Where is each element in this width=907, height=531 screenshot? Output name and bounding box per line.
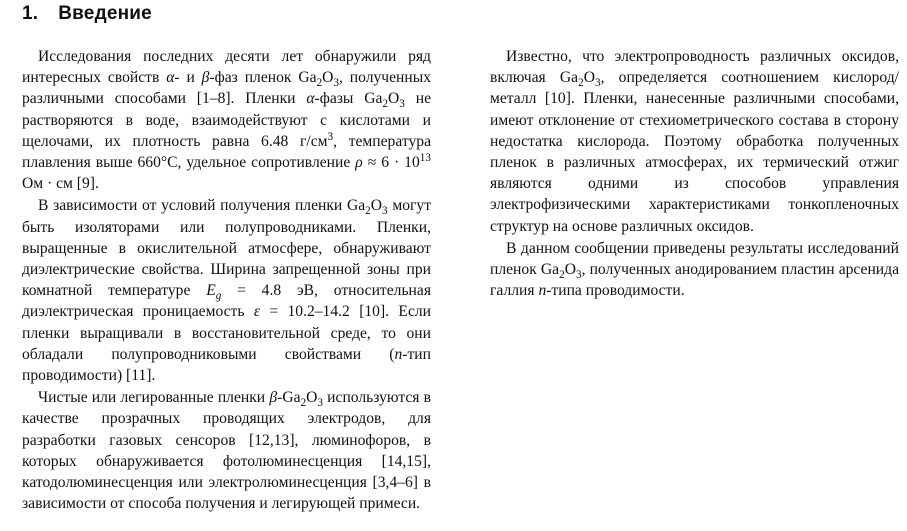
- left-column: [22, 46, 431, 514]
- section-heading: [22, 3, 152, 25]
- paragraph-5: В данном сообщении приведены результаты исследований пленок $Ga_2O_3$, полученных анодированием пластин арсенида галлия n-типа проводимости.: [490, 239, 899, 300]
- right-column: [490, 46, 899, 301]
- section-number: 1.: [22, 3, 39, 24]
- paragraph-4: Известно, что электропроводность различных оксидов, включая $Ga_2O_3$, определяется соотношением кислород/металл [10]. Пленки, нанесенные различными способами, имеют отклонение от стехиометрического состава в сторону недостатка кислорода. Поэтому обработка полученных пленок в различных атмосферах, их термический отжиг являются одними из способов управления электрофизическими характеристиками тонкопленочных структур на основе различных оксидов.: [490, 48, 899, 235]
- paragraph-1: Исследования последних десяти лет обнаружили ряд интересных свойств α- и β-фаз пленок $Ga_2O_3$, полученных различными способами [1–8]. Пленки α-фазы $Ga_2O_3$ не растворяются в воде, взаимодействуют с кислотами и щелочами, их плотность равна 6.48 $г/см^3$, температура плавления выше 660°C, удельное сопротивление $\rho \approx 6 \cdot 10^{13}$ Ом · см [9].: [22, 48, 432, 193]
- paragraph-3: Чистые или легированные пленки $\beta-Ga_2O_3$ используются в качестве прозрачных проводящих электродов, для разработки газовых сенсоров [12,13], люминофоров, в которых обнаруживается фотолюминесценция [14,15], катодолюминесценция или электролюминесценция [3,4–6] в зависимости от способа получения и легирующей примеси.: [22, 389, 431, 513]
- paragraph-2: В зависимости от условий получения пленки $Ga_2O_3$ могут быть изоляторами или полупроводниками. Пленки, выращенные в окислительной атмосфере, обнаруживают диэлектрические свойства. Ширина запрещенной зоны при комнатной температуре $E_g = 4.8$ эВ, относительная диэлектрическая проницаемость ε = 10.2–14.2 [10]. Если пленки выращивали в восстановительной среде, то они обладали полупроводниковыми свойствами (n-тип проводимости) [11].: [22, 197, 432, 385]
- section-title: Введение: [58, 3, 152, 24]
